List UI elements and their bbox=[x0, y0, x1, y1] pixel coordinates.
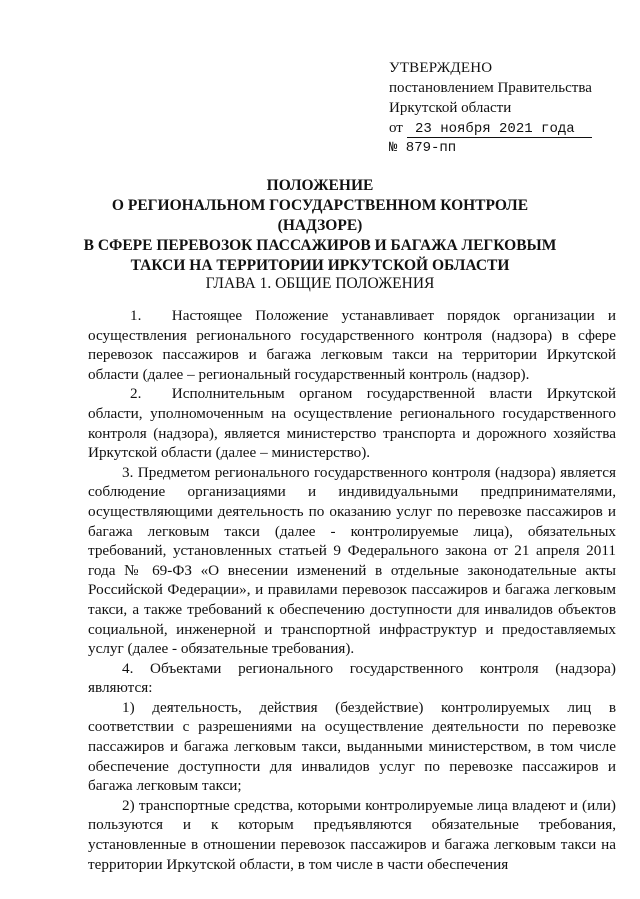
paragraph-4: 4. Объектами регионального государственного контроля (надзора) являются: bbox=[88, 659, 616, 697]
paragraph-4-item-2: 2) транспортные средства, которыми контролируемые лица владеют и (или) пользуются и к которым предъявляются обязательные требования, установленные в отношении перевозок пассажиров и багажа легковым такси на территории Иркутской области, в том числе в части обеспечения bbox=[88, 796, 616, 873]
paragraph-1: 1. Настоящее Положение устанавливает порядок организации и осуществления регионального государственного контроля (надзора) в сфере перевозок пассажиров и багажа легковым такси на территории Иркутской области (далее – региональный государственный контроль (надзор). bbox=[88, 307, 616, 383]
approval-number: № 879-пп bbox=[389, 140, 457, 156]
title-line-4: ТАКСИ НА ТЕРРИТОРИИ ИРКУТСКОЙ ОБЛАСТИ bbox=[130, 257, 510, 274]
paragraph-2: 2. Исполнительным органом государственной власти Иркутской области, уполномоченным на осуществление регионального государственного контроля (надзора), является министерство транспорта и дорожного хозяйства Иркутской области (далее – министерство). bbox=[88, 385, 616, 462]
title-line-2: О РЕГИОНАЛЬНОМ ГОСУДАРСТВЕННОМ КОНТРОЛЕ (НАДЗОРЕ) bbox=[111, 197, 529, 234]
title-line-3: В СФЕРЕ ПЕРЕВОЗОК ПАССАЖИРОВ И БАГАЖА ЛЕГКОВЫМ bbox=[83, 237, 557, 254]
title-line-1: ПОЛОЖЕНИЕ bbox=[266, 177, 374, 194]
approval-heading: УТВЕРЖДЕНО bbox=[389, 60, 493, 76]
paragraph-4-item-1: 1) деятельность, действия (бездействие) контролируемых лиц в соответствии с разрешениями на осуществление деятельности по перевозке пассажиров и багажа легковым такси, выданными министерством, в том числе обеспечение доступности для инвалидов услуг по перевозке пассажиров и багажа легковым такси; bbox=[88, 698, 616, 795]
paragraph-3: 3. Предметом регионального государственного контроля (надзора) является соблюдение организациями и индивидуальными предпринимателями, осуществляющими деятельность по оказанию услуг по перевозке пассажиров и багажа легковым такси (далее - контролируемые лица), обязательных требований, установленных статьей 9 Федерального закона от 21 апреля 2011 года № 69-ФЗ «О внесении изменений в отдельные законодательные акты Российской Федерации», и правилами перевозок пассажиров и багажа легковым такси, а также требований к обеспечению доступности для инвалидов объектов социальной, инженерной и транспортной инфраструктур и предоставляемых услуг (далее - обязательные требования). bbox=[88, 463, 616, 658]
document-body bbox=[88, 306, 616, 874]
chapter-heading: ГЛАВА 1. ОБЩИЕ ПОЛОЖЕНИЯ bbox=[205, 275, 435, 292]
approval-stamp bbox=[389, 58, 609, 158]
approval-date-text: 23 ноября 2021 года bbox=[415, 121, 575, 137]
approval-line-2: Иркутской области bbox=[389, 100, 512, 116]
approval-date-value bbox=[407, 121, 592, 138]
approval-line-1: постановлением Правительства bbox=[389, 80, 592, 96]
approval-date-prefix: от bbox=[389, 120, 403, 136]
approval-date bbox=[389, 118, 609, 138]
document-title bbox=[70, 176, 570, 276]
